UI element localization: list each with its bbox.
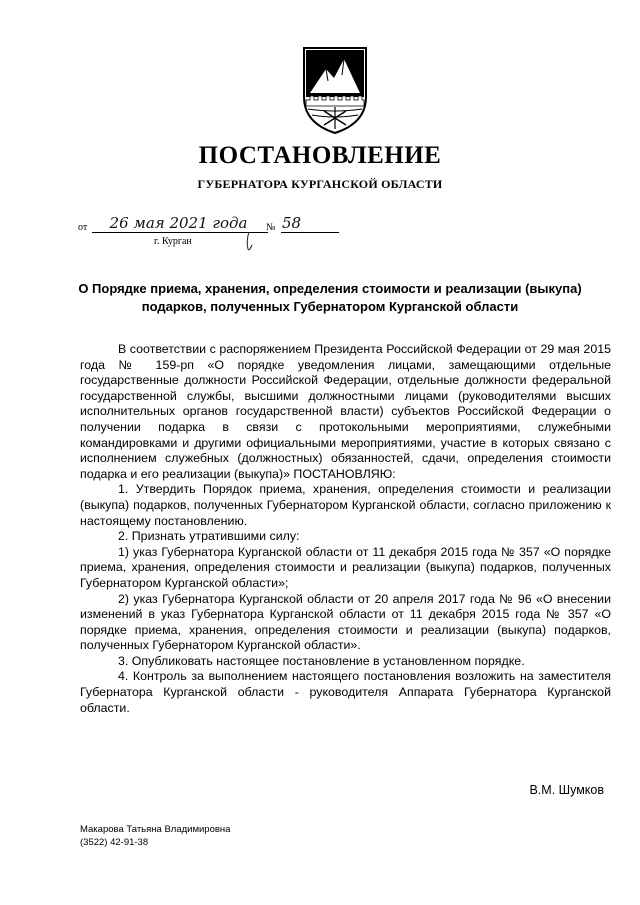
paragraph-item-1: 1. Утвердить Порядок приема, хранения, определения стоимости и реализации (выкупа) подарков, полученных Губернатором Курганской области, согласно приложению к настоящему постановлению. xyxy=(80,482,611,528)
date-underline xyxy=(92,232,268,233)
paragraph-item-2-2: 2) указ Губернатора Курганской области от 20 апреля 2017 года № 96 «О внесении изменений в указ Губернатора Курганской области от 11 декабря 2015 года № 357 «О порядке приема, хранения, определения стоимости и реализации (выкупа) подарков, полученных Губернатором Курганской области». xyxy=(80,591,611,653)
paragraph-item-2: 2. Признать утратившими силу: xyxy=(118,529,300,544)
date-prefix: от xyxy=(78,222,88,233)
paragraph-item-3: 3. Опубликовать настоящее постановление в установленном порядке. xyxy=(118,653,525,668)
number-underline xyxy=(281,232,339,233)
contact-name: Макарова Татьяна Владимировна xyxy=(80,824,231,835)
pen-stroke-icon xyxy=(243,231,255,253)
dateline xyxy=(78,214,378,254)
paragraph-item-4: 4. Контроль за выполнением настоящего постановления возложить на заместителя Губернатора Курганской области - руководителя Аппарата Губернатора Курганской области. xyxy=(80,669,611,715)
city-label: г. Курган xyxy=(154,236,192,247)
document-body xyxy=(80,342,611,716)
contact-block xyxy=(80,823,230,849)
number-label: № xyxy=(266,222,276,233)
document-title: ПОСТАНОВЛЕНИЕ xyxy=(198,142,442,169)
handwritten-number: 58 xyxy=(282,214,302,232)
paragraph-preamble: В соответствии с распоряжением Президента Российской Федерации от 29 мая 2015 года № 159-рп «О порядке уведомления лицами, замещающими отдельные государственные должности Российской Федерации, отдельные должности федеральной государственной службы, высшими должностными лицами (руководителями высших исполнительных органов государственной власти) субъектов Российской Федерации о получении подарка в связи с протокольными мероприятиями, служебными командировками и другими официальными мероприятиями, участие в которых связано с исполнением служебных (должностных) обязанностей, сдачи, определения стоимости подарка и его реализации (выкупа)» ПОСТАНОВЛЯЮ: xyxy=(80,342,611,481)
handwritten-date: 26 мая 2021 года xyxy=(109,214,248,232)
coat-of-arms-icon xyxy=(300,45,370,135)
signatory-name: В.М. Шумков xyxy=(529,783,604,797)
paragraph-item-2-1: 1) указ Губернатора Курганской области от 11 декабря 2015 года № 357 «О порядке приема, хранения, определения стоимости и реализации (выкупа) подарков, полученных Губернатором Курганской области»; xyxy=(80,544,611,590)
contact-phone: (3522) 42-91-38 xyxy=(80,837,149,848)
document-subtitle: ГУБЕРНАТОРА КУРГАНСКОЙ ОБЛАСТИ xyxy=(197,177,443,191)
document-heading: О Порядке приема, хранения, определения стоимости и реализации (выкупа) подарков, полученных Губернатором Курганской области xyxy=(78,281,582,314)
